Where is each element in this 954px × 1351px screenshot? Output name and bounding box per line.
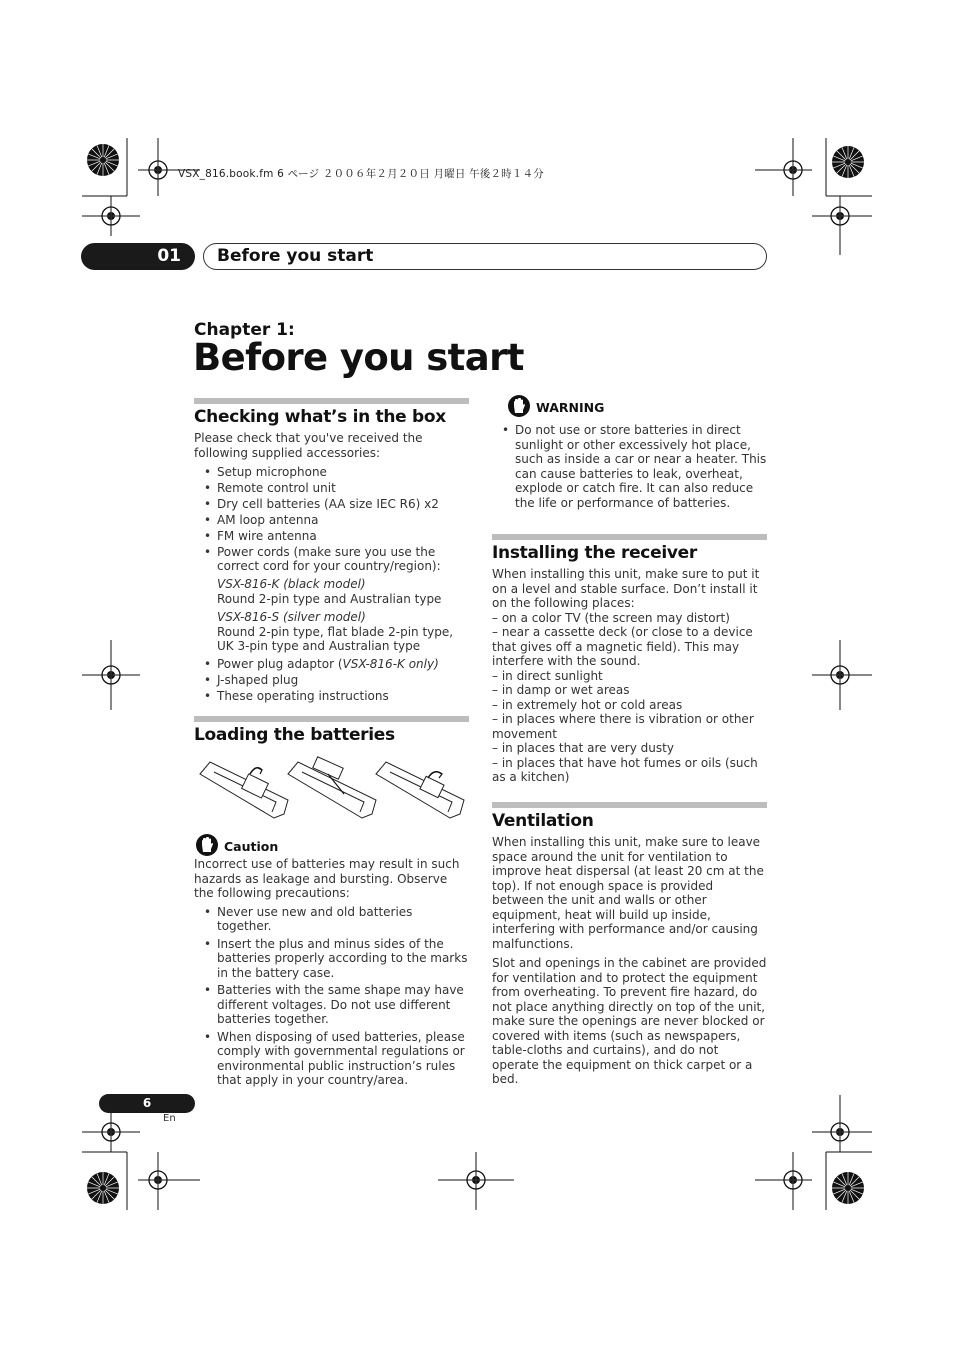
accessory-list-tail <box>194 657 472 703</box>
warning-hand-icon <box>508 395 530 417</box>
list-item: • Remote control unit <box>194 481 472 495</box>
power-plug-model: VSX-816-K only) <box>342 656 439 671</box>
caution-hand-icon <box>196 834 218 856</box>
place-item: – in places that have hot fumes or oils (such as a kitchen) <box>492 755 758 784</box>
box-intro: Please check that you've received the following supplied accessories: <box>194 431 423 460</box>
caution-body <box>194 857 470 1088</box>
page-title: Before you start <box>193 336 524 379</box>
ventilation-body <box>492 835 768 1087</box>
precautions-list <box>194 905 470 1088</box>
chapter-tab-bar <box>81 243 767 270</box>
list-item: • Dry cell batteries (AA size IEC R6) x2 <box>194 497 472 511</box>
page-number: 6 <box>99 1094 195 1113</box>
list-item: • When disposing of used batteries, please comply with governmental regulations or environmental public instruction’s rules that apply in your country/area. <box>194 1030 470 1088</box>
list-item: • J-shaped plug <box>194 673 472 687</box>
chapter-number: 01 <box>81 243 195 270</box>
warning-text: • Do not use or store batteries in direct sunlight or other excessively hot place, such as inside a car or near a heater. This can cause batteries to leak, overheat, explode or catch fire. It can also reduce the life or performance of batteries. <box>492 423 768 510</box>
place-item: – near a cassette deck (or close to a device that gives off a magnetic field). This may interfere with the sound. <box>492 625 753 668</box>
installing-body <box>492 567 768 785</box>
warning-label: WARNING <box>536 400 605 415</box>
battery-loading-illustration <box>196 756 468 820</box>
cord-s-model: VSX-816-S (silver model) <box>217 610 366 624</box>
section-divider <box>492 802 767 808</box>
list-item: • Setup microphone <box>194 465 472 479</box>
installing-heading: Installing the receiver <box>492 543 697 563</box>
ventilation-para-2: Slot and openings in the cabinet are provided for ventilation and to protect the equipment from overheating. To prevent fire hazard, do not place anything directly on top of the unit, make sure the openings are never blocked or covered with items (such as newspapers, table-cloths and curtains), and do not operate the equipment on thick carpet or a bed. <box>492 956 767 1086</box>
place-item: – in damp or wet areas <box>492 683 630 697</box>
list-item: • AM loop antenna <box>194 513 472 527</box>
power-plug-text: Power plug adaptor ( <box>217 656 343 671</box>
cord-s-types: Round 2-pin type, flat blade 2-pin type, UK 3-pin type and Australian type <box>217 624 454 653</box>
section-divider <box>492 534 767 540</box>
chapter-label: Chapter 1: <box>194 320 295 340</box>
place-item: – in places that are very dusty <box>492 741 674 755</box>
installing-intro: When installing this unit, make sure to put it on a level and stable surface. Don’t install it on the following places: <box>492 567 760 610</box>
batteries-heading: Loading the batteries <box>194 725 395 745</box>
place-item: – in direct sunlight <box>492 668 603 683</box>
box-section-body <box>194 431 472 703</box>
place-item: – in places where there is vibration or other movement <box>492 712 754 741</box>
section-divider <box>194 398 469 404</box>
list-item <box>194 657 472 671</box>
section-divider <box>194 716 469 722</box>
list-item: • Insert the plus and minus sides of the batteries properly according to the marks in the battery case. <box>194 937 470 981</box>
place-item: – in extremely hot or cold areas <box>492 697 683 712</box>
cord-k-types: Round 2-pin type and Australian type <box>217 591 442 606</box>
list-item: • These operating instructions <box>194 689 472 703</box>
chapter-tab-title: Before you start <box>203 243 767 270</box>
language-code: En <box>163 1113 176 1124</box>
list-item: • Never use new and old batteries together. <box>194 905 470 934</box>
caution-intro: Incorrect use of batteries may result in such hazards as leakage and bursting. Observe the following precautions: <box>194 857 460 900</box>
ventilation-heading: Ventilation <box>492 811 594 831</box>
cord-k-model: VSX-816-K (black model) <box>217 577 366 591</box>
accessory-list <box>194 465 472 573</box>
list-item: • Batteries with the same shape may have different voltages. Do not use different batteries together. <box>194 983 470 1027</box>
box-heading: Checking what’s in the box <box>194 407 446 427</box>
warning-body <box>492 423 768 510</box>
place-item: – on a color TV (the screen may distort) <box>492 610 730 625</box>
list-item: • FM wire antenna <box>194 529 472 543</box>
file-header: VSX_816.book.fm 6 ページ ２００６年２月２０日 月曜日 午後２時１４分 <box>178 168 544 180</box>
caution-label: Caution <box>224 839 279 854</box>
list-item: • Power cords (make sure you use the correct cord for your country/region): <box>194 545 472 573</box>
ventilation-para-1: When installing this unit, make sure to leave space around the unit for ventilation to improve heat dispersal (at least 20 cm at the top). If not enough space is provided between the unit and walls or other equipment, heat will build up inside, interfering with performance and/or causing malfunctions. <box>492 835 764 951</box>
